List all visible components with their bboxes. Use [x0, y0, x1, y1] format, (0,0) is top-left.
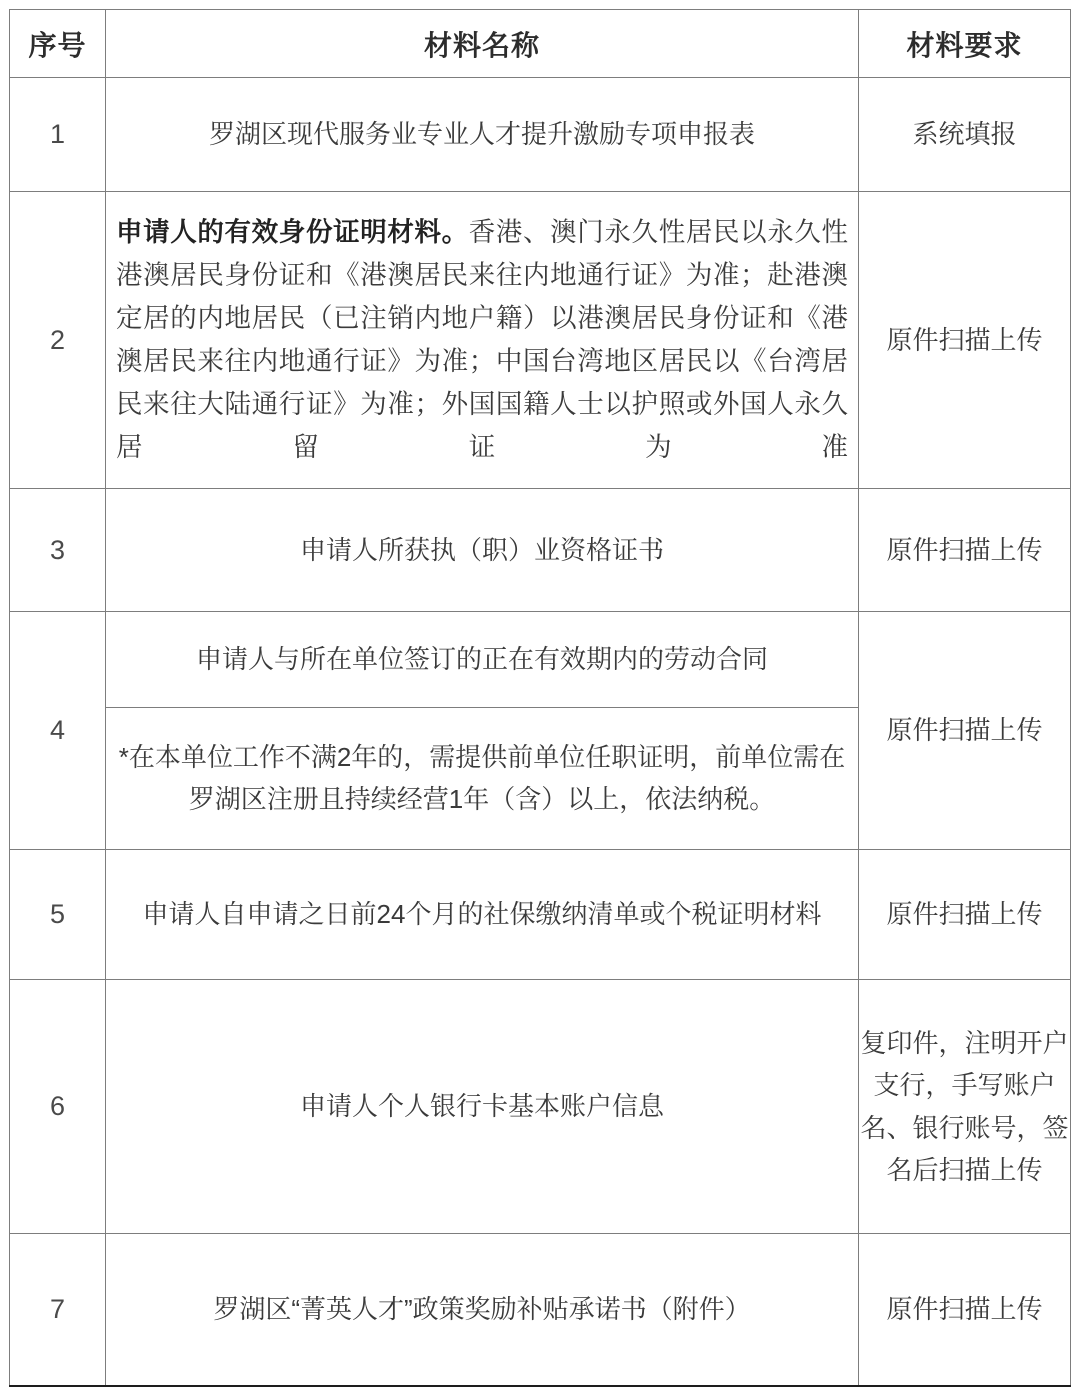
- row-seq: 5: [10, 850, 106, 980]
- column-header-requirement: 材料要求: [859, 10, 1071, 78]
- table-row: [10, 1234, 1071, 1387]
- row-seq: 7: [10, 1234, 106, 1387]
- row-seq: 1: [10, 78, 106, 192]
- table-row: [10, 612, 1071, 850]
- row-material-requirement: 原件扫描上传: [859, 192, 1071, 489]
- header-row: [10, 10, 1071, 78]
- table-header: [10, 10, 1071, 78]
- row-material-name: 申请人所获执（职）业资格证书: [106, 489, 859, 612]
- material-paragraph: [106, 211, 858, 469]
- material-name-rest: 香港、澳门永久性居民以永久性港澳居民身份证和《港澳居民来往内地通行证》为准；赴港澳定居的内地居民（已注销内地户籍）以港澳居民身份证和《港澳居民来往内地通行证》为准；中国台湾地区居民以《台湾居民来往大陆通行证》为准；外国国籍人士以护照或外国人永久居留证为准: [116, 217, 848, 462]
- row-seq: 2: [10, 192, 106, 489]
- row-material-requirement: 原件扫描上传: [859, 489, 1071, 612]
- table-row: [10, 850, 1071, 980]
- row-material-name: 罗湖区“菁英人才”政策奖励补贴承诺书（附件）: [106, 1234, 859, 1387]
- materials-table: [9, 9, 1071, 1387]
- row-material-name: [106, 612, 859, 850]
- split-row-note: [106, 708, 858, 850]
- row-material-name: 罗湖区现代服务业专业人才提升激励专项申报表: [106, 78, 859, 192]
- requirement-text: 复印件，注明开户支行，手写账户名、银行账号，签名后扫描上传: [860, 1028, 1069, 1185]
- column-header-name: 材料名称: [106, 10, 859, 78]
- row-material-requirement: [859, 980, 1071, 1234]
- row-seq: 3: [10, 489, 106, 612]
- split-row-contract: [106, 612, 858, 708]
- row-material-requirement: 原件扫描上传: [859, 612, 1071, 850]
- table-row: [10, 78, 1071, 192]
- table-body: [10, 78, 1071, 1387]
- split-name-cell: [106, 612, 858, 849]
- material-name-note: *在本单位工作不满2年的，需提供前单位任职证明，前单位需在罗湖区注册且持续经营1年（含）以上，依法纳税。: [118, 741, 846, 814]
- row-material-name: [106, 192, 859, 489]
- table-row: [10, 489, 1071, 612]
- row-material-requirement: 原件扫描上传: [859, 850, 1071, 980]
- row-material-name: 申请人自申请之日前24个月的社保缴纳清单或个税证明材料: [106, 850, 859, 980]
- row-seq: 6: [10, 980, 106, 1234]
- row-material-name: 申请人个人银行卡基本账户信息: [106, 980, 859, 1234]
- row-seq: 4: [10, 612, 106, 850]
- material-name-primary: 申请人与所在单位签订的正在有效期内的劳动合同: [106, 612, 858, 708]
- table-row: [10, 980, 1071, 1234]
- table-row: [10, 192, 1071, 489]
- material-name-lead: 申请人的有效身份证明材料。: [116, 217, 469, 248]
- row-material-requirement: 系统填报: [859, 78, 1071, 192]
- column-header-seq: 序号: [10, 10, 106, 78]
- row-material-requirement: 原件扫描上传: [859, 1234, 1071, 1387]
